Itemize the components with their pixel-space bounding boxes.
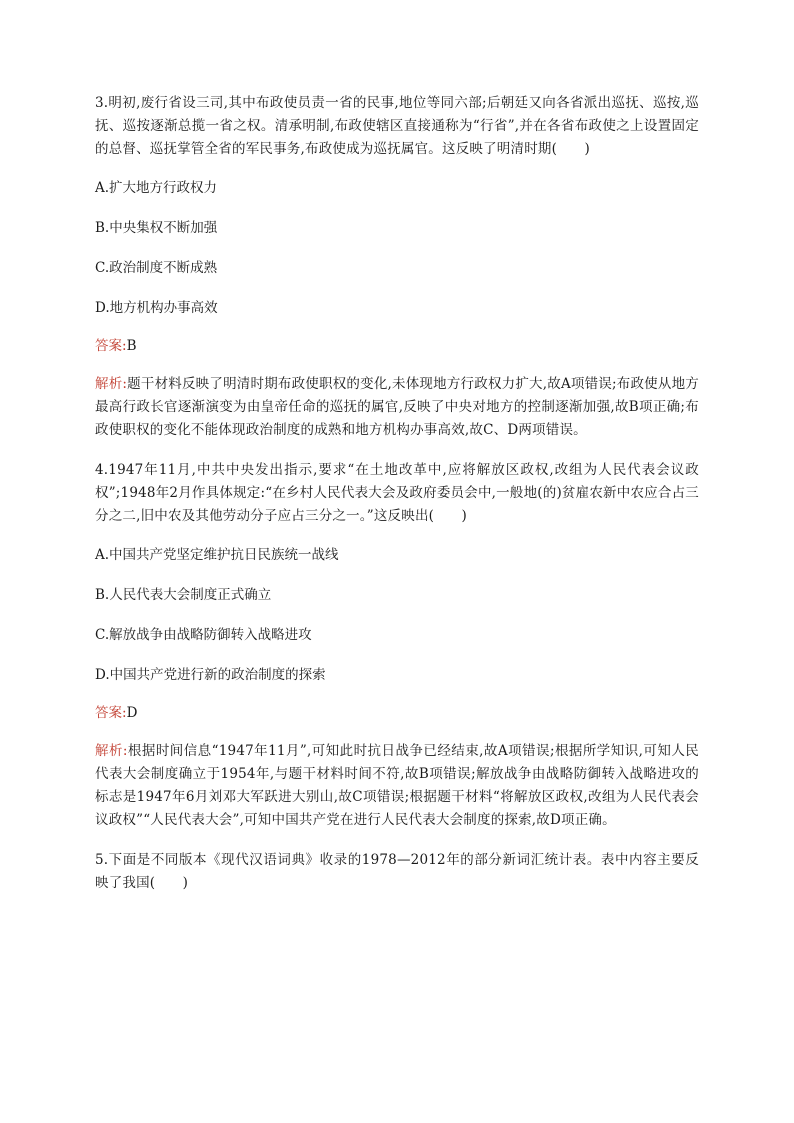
answer-value: B bbox=[126, 338, 137, 354]
question-3-option-a: A.扩大地方行政权力 bbox=[95, 180, 218, 196]
answer-label: 答案: bbox=[95, 705, 127, 721]
document-page bbox=[95, 92, 699, 895]
explanation-label: 解析: bbox=[95, 376, 128, 392]
explanation-text: 根据时间信息“1947年11月”,可知此时抗日战争已经结束,故A项错误;根据所学知识,可知人民代表大会制度确立于1954年,与题干材料时间不符,故B项错误;解放战争由战略防御转入战略进攻的标志是1947年6月刘邓大军跃进大别山,故C项错误;根据题干材料“将解放区政权,改组为人民代表会议政权”“人民代表大会”,可知中国共产党在进行人民代表大会制度的探索,故D项正确。 bbox=[95, 743, 699, 828]
question-4-explanation bbox=[95, 740, 699, 832]
question-4-option-d: D.中国共产党进行新的政治制度的探索 bbox=[95, 667, 326, 683]
question-4-option-b: B.人民代表大会制度正式确立 bbox=[95, 587, 272, 603]
question-4-answer bbox=[95, 703, 699, 723]
question-4-option-a: A.中国共产党坚定维护抗日民族统一战线 bbox=[95, 547, 339, 563]
question-3-option-d: D.地方机构办事高效 bbox=[95, 300, 218, 316]
question-4-stem: 4.1947年11月,中共中央发出指示,要求“在土地改革中,应将解放区政权,改组为人民代表会议政权”;1948年2月作具体规定:“在乡村人民代表大会及政府委员会中,一般地(的)贫雇农新中农应合占三分之二,旧中农及其他劳动分子应占三分之一。”这反映出( ) bbox=[95, 462, 699, 524]
answer-label: 答案: bbox=[95, 338, 127, 354]
question-3-explanation bbox=[95, 373, 699, 442]
explanation-text: 题干材料反映了明清时期布政使职权的变化,未体现地方行政权力扩大,故A项错误;布政使从地方最高行政长官逐渐演变为由皇帝任命的巡抚的属官,反映了中央对地方的控制逐渐加强,故B项正确;布政使职权的变化不能体现政治制度的成熟和地方机构办事高效,故C、D两项错误。 bbox=[95, 376, 699, 438]
question-3-option-b: B.中央集权不断加强 bbox=[95, 220, 218, 236]
question-4-option-c: C.解放战争由战略防御转入战略进攻 bbox=[95, 627, 312, 643]
question-3-answer bbox=[95, 336, 699, 356]
question-5-stem: 5.下面是不同版本《现代汉语词典》收录的1978—2012年的部分新词汇统计表。表中内容主要反映了我国( ) bbox=[95, 852, 699, 891]
explanation-label: 解析: bbox=[95, 743, 128, 759]
question-3-stem: 3.明初,废行省设三司,其中布政使员责一省的民事,地位等同六部;后朝廷又向各省派出巡抚、巡按,巡抚、巡按逐渐总揽一省之权。清承明制,布政使辖区直接通称为“行省”,并在各省布政使之上设置固定的总督、巡抚掌管全省的军民事务,布政使成为巡抚属官。这反映了明清时期( ) bbox=[95, 95, 699, 157]
question-3-option-c: C.政治制度不断成熟 bbox=[95, 260, 218, 276]
answer-value: D bbox=[126, 705, 138, 721]
